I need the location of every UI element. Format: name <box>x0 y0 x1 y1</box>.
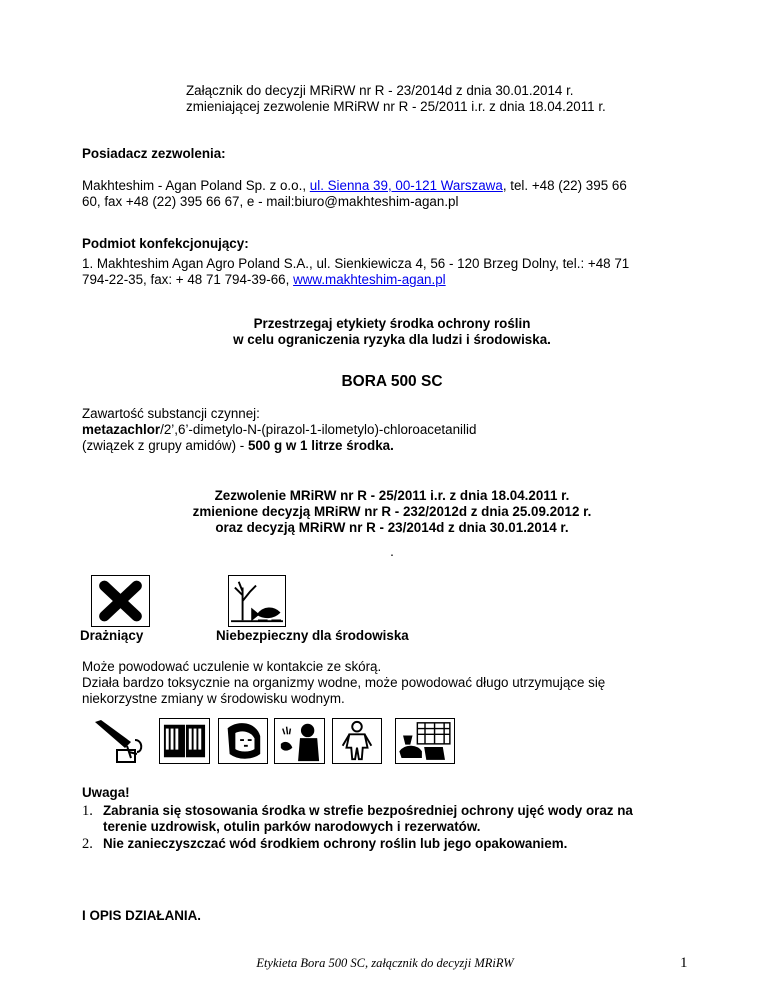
wash-hands-icon <box>274 718 325 764</box>
irritant-label: Drażniący <box>80 628 144 643</box>
substance-intro: Zawartość substancji czynnej: <box>82 406 260 421</box>
env-hazard-label: Niebezpieczny dla środowiska <box>216 628 409 643</box>
annex-line-2: zmieniającej zezwolenie MRiRW nr R - 25/2011 i.r. z dnia 18.04.2011 r. <box>186 99 606 114</box>
substance-name: metazachlor <box>82 422 161 437</box>
caution-item-2-number: 2. <box>82 836 93 852</box>
packager-heading: Podmiot konfekcjonujący: <box>82 236 249 251</box>
annex-line-1: Załącznik do decyzji MRiRW nr R - 23/2014d z dnia 30.01.2014 r. <box>186 83 574 98</box>
page-number: 1 <box>680 955 688 971</box>
label-warning-line-2: w celu ograniczenia ryzyka dla ludzi i środowiska. <box>233 332 551 347</box>
permit-block <box>82 488 702 536</box>
product-name: BORA 500 SC <box>341 373 443 390</box>
permit-line-2: zmienione decyzją MRiRW nr R - 232/2012d z dnia 25.09.2012 r. <box>192 504 592 519</box>
caution-item-1-number: 1. <box>82 803 93 819</box>
packager-details <box>82 256 702 288</box>
caution-list <box>82 803 722 852</box>
caution-item-1-line-2: terenie uzdrowisk, otulin parków narodowych i rezerwatów. <box>103 819 481 834</box>
holder-name: Makhteshim - Agan Poland Sp. z o.o., <box>82 178 310 193</box>
label-warning <box>82 316 702 348</box>
holder-address-link[interactable]: ul. Sienna 39, 00-121 Warszawa <box>309 178 503 193</box>
holder-details <box>82 178 702 210</box>
caution-item-2-text: Nie zanieczyszczać wód środkiem ochrony roślin lub jego opakowaniem. <box>103 836 568 851</box>
irritant-x-icon <box>91 575 150 627</box>
face-shield-icon <box>218 718 268 764</box>
risk-line-3: niekorzystne zmiany w środowisku wodnym. <box>82 691 345 706</box>
animals-field-icon <box>395 718 455 764</box>
holder-line-2: 60, fax +48 (22) 395 66 67, e - mail:biuro@makhteshim-agan.pl <box>82 194 459 209</box>
caution-item-1-line-1: Zabrania się stosowania środka w strefie bezpośredniej ochrony ujęć wody oraz na <box>103 803 633 818</box>
permit-line-3: oraz decyzją MRiRW nr R - 23/2014d z dnia 30.01.2014 r. <box>215 520 569 535</box>
footer-caption: Etykieta Bora 500 SC, załącznik do decyzji MRiRW <box>256 956 514 970</box>
packager-website-link[interactable]: www.makhteshim-agan.pl <box>293 272 446 287</box>
holder-heading: Posiadacz zezwolenia: <box>82 146 226 161</box>
holder-tel: , tel. +48 (22) 395 66 <box>502 178 627 193</box>
substance-group: (związek z grupy amidów) - <box>82 438 248 453</box>
substance-dose: 500 g w 1 litrze środka. <box>247 438 394 453</box>
packager-line-2: 794-22-35, fax: + 48 71 794-39-66, <box>82 272 294 287</box>
pouring-liquid-icon <box>91 718 147 764</box>
dead-tree-fish-icon <box>228 575 286 627</box>
annex-header <box>186 83 606 115</box>
caution-heading: Uwaga! <box>82 785 130 800</box>
substance-chemical: /2’,6’-dimetylo-N-(pirazol-1-ilometylo)-chloroacetanilid <box>160 422 477 437</box>
protective-suit-icon <box>332 718 382 764</box>
packager-line-1: 1. Makhteshim Agan Agro Poland S.A., ul. Sienkiewicza 4, 56 - 120 Brzeg Dolny, tel.: +48 71 <box>82 256 630 271</box>
section-heading: I OPIS DZIAŁANIA. <box>82 908 202 923</box>
permit-dot: . <box>390 544 394 559</box>
label-warning-line-1: Przestrzegaj etykiety środka ochrony roślin <box>253 316 531 331</box>
gloves-icon <box>159 718 210 764</box>
risk-line-2: Działa bardzo toksycznie na organizmy wodne, może powodować długo utrzymujące się <box>82 675 606 690</box>
permit-line-1: Zezwolenie MRiRW nr R - 25/2011 i.r. z dnia 18.04.2011 r. <box>214 488 570 503</box>
risk-phrases <box>82 659 702 707</box>
risk-line-1: Może powodować uczulenie w kontakcie ze skórą. <box>82 659 382 674</box>
active-substance <box>82 406 476 454</box>
